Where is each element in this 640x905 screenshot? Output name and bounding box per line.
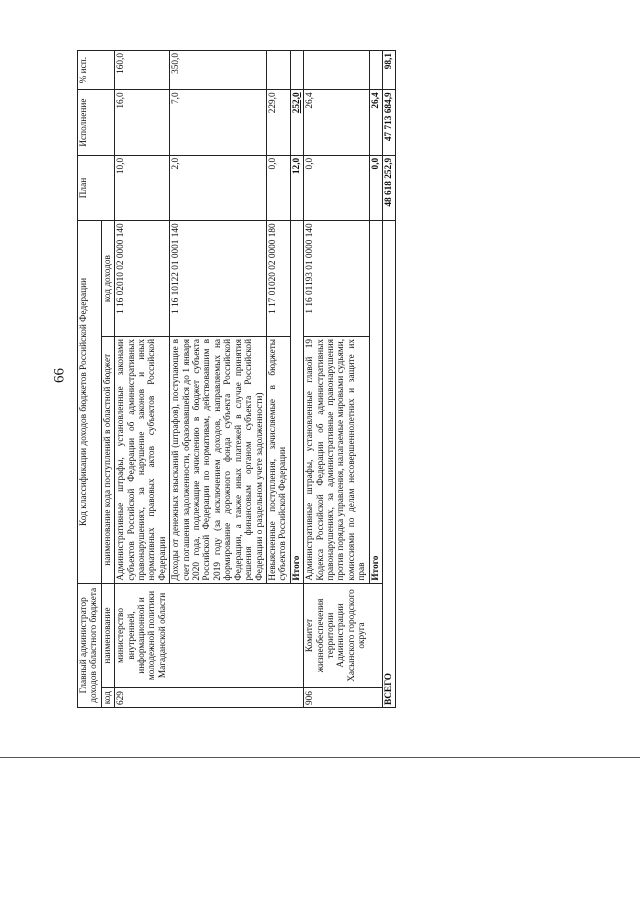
income-name: Доходы от денежных взысканий (штрафов), поступающие в счет погашения задолженности, образовавшейся до 1 января 2020 года, подлежащие зачислению в бюджет субъекта Российской Федерации по нормативам, действовавшим в 2019 году (за исключением доходов, направляемых на формирование дорожного фонда субъекта Российской Федерации, а также иных платежей в случае принятия решения финансовым органом субъекта Российской Федерации о раздельном учете задолженности) xyxy=(170,336,267,583)
table-row xyxy=(115,51,170,708)
admin-name: Комитет жизнеобеспечения территории Администрации Хасынского городского округа xyxy=(304,583,383,688)
income-name: Административные штрафы, установленные законами субъектов Российской Федерации об административных правонарушениях, за нарушение законов и иных нормативных правовых актов субъектов Российской Федерации xyxy=(115,336,170,583)
header-kbk-group: Код классификации доходов бюджетов Российской Федерации xyxy=(78,221,102,583)
subtotal-fact: 252,0 xyxy=(290,90,303,155)
plan-value: 0,0 xyxy=(304,155,369,220)
header-plan: План xyxy=(78,155,115,220)
subtotal-plan: 12,0 xyxy=(290,155,303,220)
fact-value: 229,0 xyxy=(266,90,290,155)
fact-value: 26,4 xyxy=(304,90,369,155)
grand-total-row xyxy=(382,51,395,708)
subtotal-label: Итого xyxy=(369,221,382,583)
header-admin-group: Главный администратор доходов областного бюджета xyxy=(78,583,102,707)
page-number: 66 xyxy=(51,368,68,383)
budget-table xyxy=(77,50,396,708)
income-code: 1 17 01020 02 0000 180 xyxy=(266,221,290,337)
admin-code: 629 xyxy=(115,688,304,708)
income-name: Невыясненные поступления, зачисляемые в бюджеты субъектов Российской Федерации xyxy=(266,336,290,583)
income-code: 1 16 01193 01 0000 140 xyxy=(304,221,369,337)
horizontal-rule xyxy=(0,757,640,758)
income-code: 1 16 02010 02 0000 140 xyxy=(115,221,170,337)
grand-total-fact: 47 713 684,9 xyxy=(382,90,395,155)
grand-total-plan: 48 618 252,9 xyxy=(382,155,395,220)
pct-value: 350,0 xyxy=(170,51,267,90)
subtotal-pct xyxy=(290,51,303,90)
pct-value: 160,0 xyxy=(115,51,170,90)
header-code: код xyxy=(101,688,114,708)
header-pct: % исп. xyxy=(78,51,115,90)
pct-value xyxy=(304,51,369,90)
pct-value xyxy=(266,51,290,90)
table-row xyxy=(304,51,369,708)
income-code: 1 16 10122 01 0001 140 xyxy=(170,221,267,337)
plan-value: 2,0 xyxy=(170,155,267,220)
plan-value: 0,0 xyxy=(266,155,290,220)
admin-name: министерство внутренней, информационной и молодежной политики Магаданской области xyxy=(115,583,304,688)
fact-value: 7,0 xyxy=(170,90,267,155)
income-name: Административные штрафы, установленные главой 19 Кодекса Российской Федерации об административных правонарушениях, за административные правонарушения против порядка управления, налагаемые мировыми судьями, комиссиями по делам несовершеннолетних и защите их прав xyxy=(304,336,369,583)
plan-value: 10,0 xyxy=(115,155,170,220)
header-admin-name: наименование xyxy=(101,583,114,688)
budget-table-container xyxy=(77,50,523,708)
subtotal-pct xyxy=(369,51,382,90)
grand-total-pct: 98,1 xyxy=(382,51,395,90)
subtotal-plan: 0,0 xyxy=(369,155,382,220)
subtotal-label: Итого xyxy=(290,221,303,583)
header-income-code: код доходов xyxy=(101,221,114,337)
admin-code: 906 xyxy=(304,688,383,708)
subtotal-fact: 26,4 xyxy=(369,90,382,155)
grand-total-label: ВСЕГО xyxy=(382,221,395,708)
header-income-name: наименование кода поступлений в областной бюджет xyxy=(101,336,114,583)
fact-value: 16,0 xyxy=(115,90,170,155)
header-fact: Исполнение xyxy=(78,90,115,155)
